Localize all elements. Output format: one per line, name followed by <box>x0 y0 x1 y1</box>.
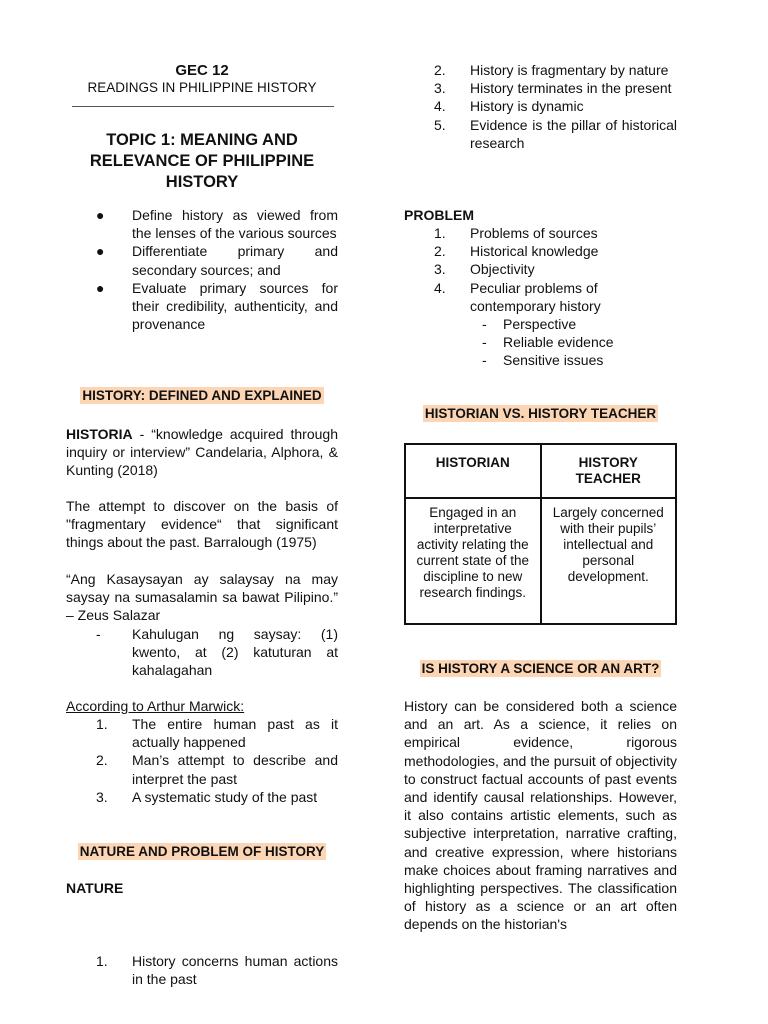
list-number: 3. <box>434 261 446 278</box>
barralough-definition: The attempt to discover on the basis of "fragmentary evidence“ that significant things about the past. Barralough (1975) <box>66 498 338 551</box>
bullet: ● <box>96 243 105 260</box>
objective-text: Define history as viewed from the lenses of the various sources <box>132 207 338 242</box>
bullet: ● <box>96 207 105 223</box>
section-heading-science: IS HISTORY A SCIENCE OR AN ART? <box>421 661 660 676</box>
objective-text: Evaluate primary sources for their credibility, authenticity, and provenance <box>132 279 338 333</box>
sub-list-item: - Perspective <box>482 316 577 333</box>
list-item: 4. History is dynamic <box>434 98 584 115</box>
list-item: 2. History is fragmentary by nature <box>434 62 669 78</box>
historia-term: HISTORIA <box>66 426 133 442</box>
list-item: 5. Evidence is the pillar of historical research <box>434 116 677 151</box>
sub-list-item: - Sensitive issues <box>482 352 604 369</box>
list-item: 1. History concerns human actions in the past <box>96 952 338 987</box>
list-item: 1. The entire human past as it actually happened <box>96 716 338 751</box>
nature-list-continued <box>404 61 677 152</box>
section-heading-nature: NATURE AND PROBLEM OF HISTORY <box>79 844 325 859</box>
objective-item <box>66 242 338 278</box>
dash-marker: - <box>482 352 487 369</box>
salazar-quote: “Ang Kasaysayan ay salaysay na may saysay na sumasalamin sa bawat Pilipino.” – Zeus Salazar <box>66 571 338 624</box>
dash-marker: - <box>482 334 487 351</box>
table-row <box>405 498 676 624</box>
list-item: 3. A systematic study of the past <box>96 788 318 805</box>
historia-text: - “knowledge acquired through inquiry or interview” Candelaria, Alphora, & Kunting (2018) <box>66 426 338 479</box>
bullet: ● <box>96 279 105 296</box>
science-art-paragraph: History can be considered both a science and an art. As a science, it relies on empirical evidence, rigorous methodologies, and the pursuit of objectivity to construct factual accounts of past events and identify causal relationships. However, it also contains artistic elements, such as subjective interpretation, narrative crafting, and creative expression, where historians make choices about framing narratives and highlighting perspectives. The classification of history as a science or an art often depends on the historian's <box>404 698 677 933</box>
marwick-label: According to Arthur Marwick: <box>66 698 245 714</box>
list-number: 3. <box>96 788 108 805</box>
comparison-table <box>404 443 677 625</box>
dash-marker: - <box>96 626 101 642</box>
objective-item <box>66 279 338 334</box>
list-item: 2. Historical knowledge <box>434 243 599 260</box>
table-cell-historian: Engaged in an interpretative activity relating the current state of the discipline to new research findings. <box>405 498 541 624</box>
dash-marker: - <box>482 316 487 333</box>
marwick-list <box>66 715 338 806</box>
list-number: 4. <box>434 98 446 115</box>
objectives-list <box>66 206 338 333</box>
list-number: 5. <box>434 116 446 133</box>
table-header-historian: HISTORIAN <box>405 444 541 498</box>
salazar-subitem <box>66 625 338 680</box>
list-number: 1. <box>434 225 446 241</box>
topic-title: TOPIC 1: MEANING AND RELEVANCE OF PHILIPPINE HISTORY <box>89 131 315 191</box>
course-title: READINGS IN PHILIPPINE HISTORY <box>87 80 317 95</box>
list-number: 3. <box>434 80 446 97</box>
list-item: 4. Peculiar problems of contemporary history <box>434 279 601 314</box>
section-heading-vs: HISTORIAN VS. HISTORY TEACHER <box>424 406 657 421</box>
salazar-subtext: Kahulugan ng saysay: (1) kwento, at (2) katuturan at kahalagahan <box>132 626 338 679</box>
list-item: 2. Man’s attempt to describe and interpret the past <box>96 752 338 787</box>
objective-item <box>66 206 338 242</box>
list-item: 1. Problems of sources <box>434 225 598 241</box>
problem-list <box>404 224 677 370</box>
problem-label: PROBLEM <box>404 207 474 223</box>
table-cell-teacher: Largely concerned with their pupils’ intellectual and personal development. <box>541 498 677 624</box>
table-header-row <box>405 444 676 498</box>
list-number: 4. <box>434 279 446 296</box>
list-number: 2. <box>434 62 446 78</box>
list-item: 3. Objectivity <box>434 261 535 278</box>
historia-definition <box>66 425 338 480</box>
header-divider <box>72 106 334 107</box>
list-number: 2. <box>96 752 108 769</box>
section-heading-defined: HISTORY: DEFINED AND EXPLAINED <box>82 388 322 403</box>
list-number: 1. <box>96 952 108 969</box>
table-header-teacher: HISTORY TEACHER <box>541 444 677 498</box>
course-code: GEC 12 <box>175 62 229 79</box>
list-number: 1. <box>96 716 108 732</box>
list-item: 3. History terminates in the present <box>434 80 672 97</box>
nature-label: NATURE <box>66 880 124 896</box>
sub-list-item: - Reliable evidence <box>482 334 614 351</box>
objective-text: Differentiate primary and secondary sources; and <box>132 243 338 278</box>
list-number: 2. <box>434 243 446 260</box>
